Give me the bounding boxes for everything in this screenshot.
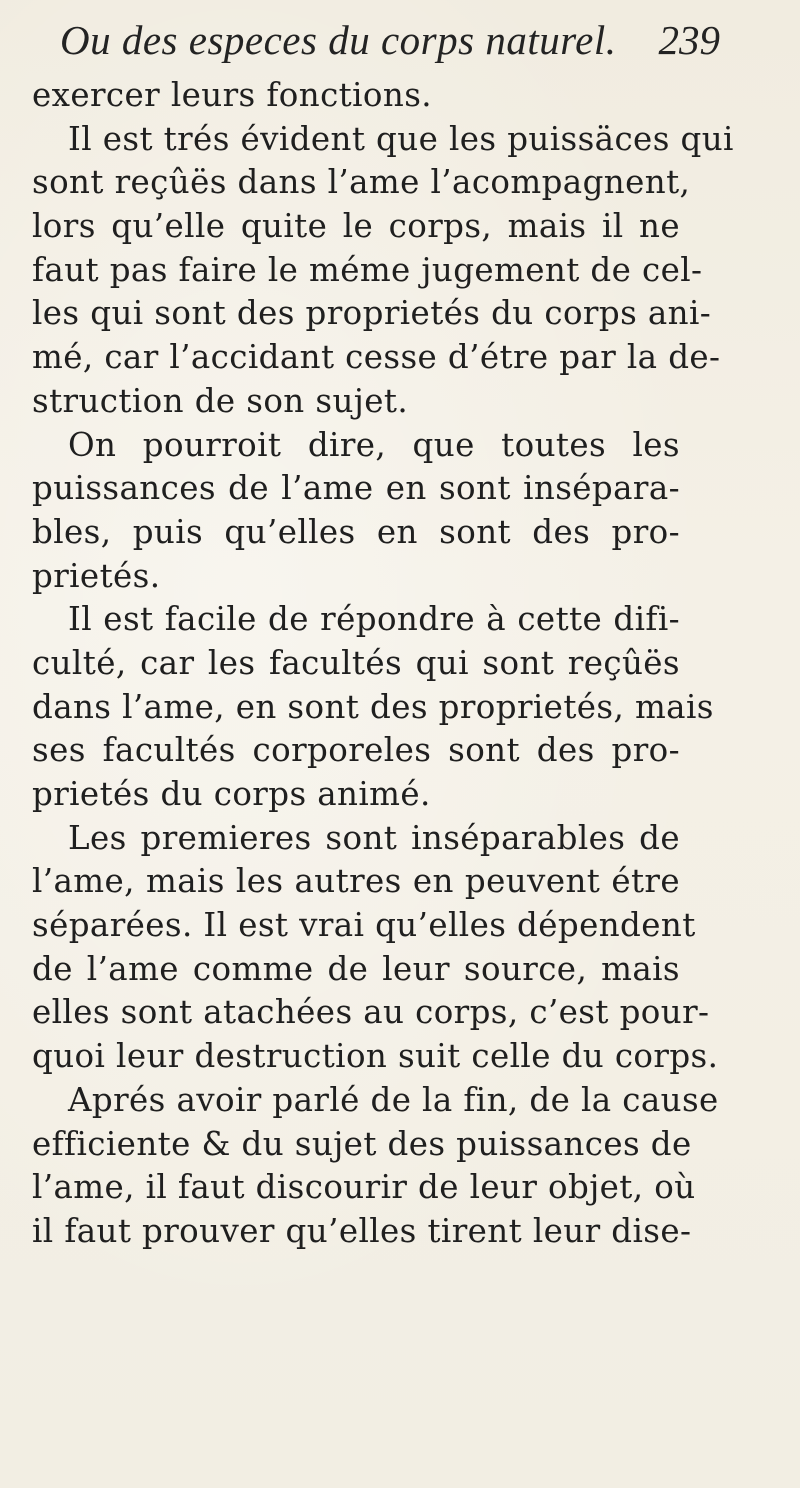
text-line: ses facultés corporeles sont des pro-	[32, 731, 680, 770]
text-line: mé, car l’accidant cesse d’étre par la de-	[32, 338, 721, 377]
text-line: il faut prouver qu’elles tirent leur dise-	[32, 1211, 692, 1250]
running-title: Ou des especes du corps naturel.	[60, 17, 617, 63]
text-line: dans l’ame, en sont des proprietés, mais	[32, 687, 714, 726]
text-line: séparées. Il est vrai qu’elles dépendent	[32, 906, 696, 945]
text-line: Il est facile de répondre à cette difi-	[68, 600, 680, 639]
text-line: prietés du corps animé.	[32, 775, 431, 813]
text-line: culté, car les facultés qui sont reçûës	[32, 643, 680, 682]
body-text	[32, 74, 734, 1254]
text-line: efficiente & du sujet des puissances de	[32, 1124, 692, 1163]
text-line: struction de son sujet.	[32, 381, 409, 420]
text-line: l’ame, mais les autres en peuvent étre	[32, 862, 680, 901]
text-line: Il est trés évident que les puissäces qui	[68, 119, 734, 158]
text-line: quoi leur destruction suit celle du corps.	[32, 1037, 719, 1076]
text-line: sont reçûës dans l’ame l’acompagnent,	[32, 163, 691, 202]
text-line: faut pas faire le méme jugement de cel-	[32, 250, 703, 289]
text-line: Aprés avoir parlé de la fin, de la cause	[68, 1080, 719, 1119]
page-number: 239	[658, 17, 720, 63]
text-line: Les premieres sont inséparables de	[68, 818, 680, 857]
text-line: bles, puis qu’elles en sont des pro-	[32, 512, 680, 551]
running-head	[60, 16, 720, 72]
text-line: lors qu’elle quite le corps, mais il ne	[32, 207, 680, 246]
text-line: elles sont atachées au corps, c’est pour-	[32, 993, 710, 1032]
text-line: prietés.	[32, 556, 161, 595]
text-line: l’ame, il faut discourir de leur objet, où	[32, 1168, 696, 1207]
text-line: On pourroit dire, que toutes les	[68, 425, 680, 464]
text-line: exercer leurs fonctions.	[32, 76, 433, 114]
text-line: les qui sont des proprietés du corps ani-	[32, 294, 712, 333]
text-line: puissances de l’ame en sont insépara-	[32, 469, 680, 508]
text-line: de l’ame comme de leur source, mais	[32, 949, 680, 988]
